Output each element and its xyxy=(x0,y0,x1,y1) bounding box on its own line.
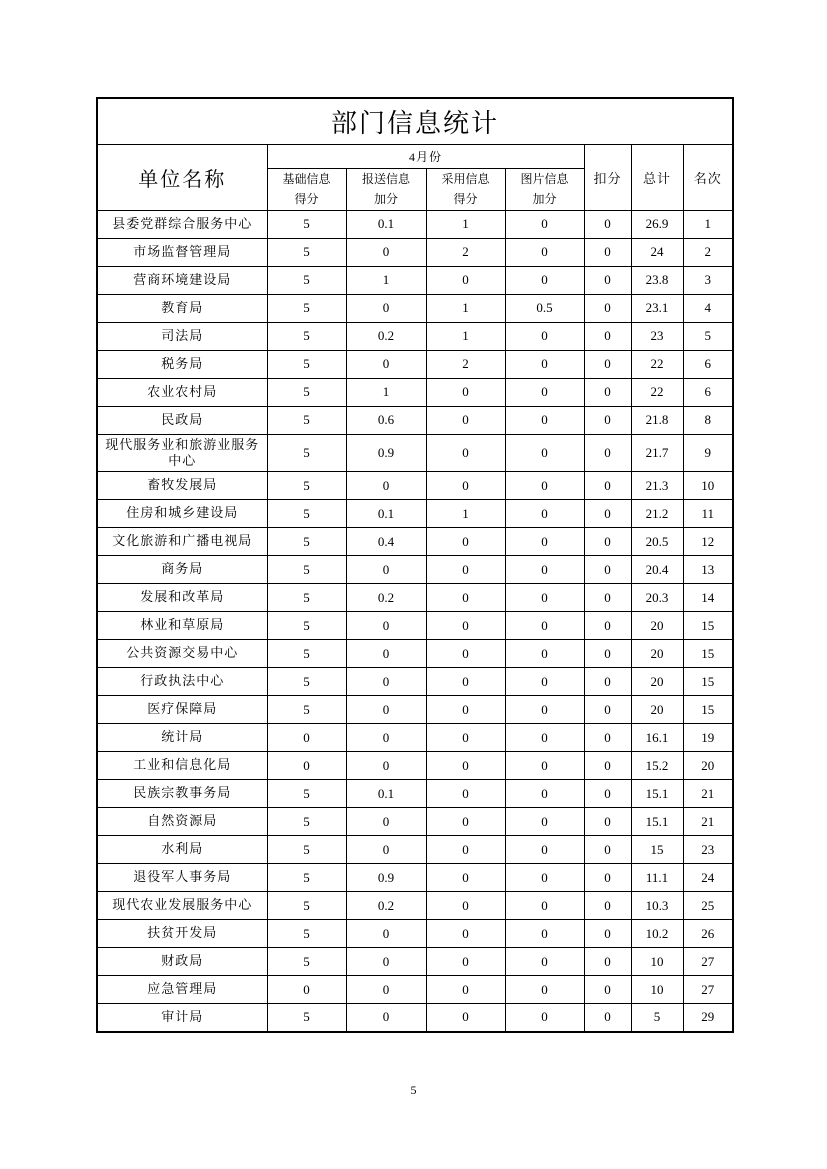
value-cell: 5 xyxy=(267,584,346,612)
table-row xyxy=(97,266,733,294)
table-row xyxy=(97,920,733,948)
value-cell: 0 xyxy=(426,556,505,584)
table-row xyxy=(97,238,733,266)
value-cell: 12 xyxy=(683,528,733,556)
value-cell: 5 xyxy=(267,808,346,836)
table-row xyxy=(97,948,733,976)
value-cell: 5 xyxy=(631,1004,683,1032)
value-cell: 19 xyxy=(683,724,733,752)
unit-name-cell: 市场监督管理局 xyxy=(97,238,267,266)
value-cell: 0 xyxy=(346,640,426,668)
value-cell: 0 xyxy=(584,238,631,266)
unit-name-cell: 水利局 xyxy=(97,836,267,864)
value-cell: 0 xyxy=(584,948,631,976)
value-cell: 22 xyxy=(631,350,683,378)
value-cell: 0 xyxy=(584,294,631,322)
total-header: 总计 xyxy=(631,144,683,210)
header-line: 得分 xyxy=(294,192,319,206)
value-cell: 0 xyxy=(505,696,584,724)
table-body xyxy=(97,210,733,1032)
value-cell: 1 xyxy=(426,322,505,350)
value-cell: 0 xyxy=(505,836,584,864)
unit-name-cell: 审计局 xyxy=(97,1004,267,1032)
value-cell: 0 xyxy=(584,892,631,920)
value-cell: 5 xyxy=(267,210,346,238)
title-row xyxy=(97,98,733,144)
unit-name-cell: 教育局 xyxy=(97,294,267,322)
value-cell: 14 xyxy=(683,584,733,612)
value-cell: 0 xyxy=(584,808,631,836)
value-cell: 0 xyxy=(346,724,426,752)
unit-name-cell: 公共资源交易中心 xyxy=(97,640,267,668)
table-row xyxy=(97,668,733,696)
value-cell: 5 xyxy=(267,406,346,434)
unit-name-cell: 民政局 xyxy=(97,406,267,434)
value-cell: 0 xyxy=(346,696,426,724)
value-cell: 21.2 xyxy=(631,500,683,528)
value-cell: 5 xyxy=(267,500,346,528)
value-cell: 0 xyxy=(346,976,426,1004)
value-cell: 0 xyxy=(426,266,505,294)
table-row xyxy=(97,808,733,836)
value-cell: 20.3 xyxy=(631,584,683,612)
value-cell: 0 xyxy=(505,948,584,976)
value-cell: 0 xyxy=(584,350,631,378)
unit-name-cell: 住房和城乡建设局 xyxy=(97,500,267,528)
value-cell: 0 xyxy=(584,864,631,892)
unit-name-cell: 统计局 xyxy=(97,724,267,752)
value-cell: 0 xyxy=(584,1004,631,1032)
value-cell: 0 xyxy=(584,210,631,238)
value-cell: 0 xyxy=(584,406,631,434)
unit-name-cell: 现代服务业和旅游业服务中心 xyxy=(97,434,267,472)
value-cell: 20 xyxy=(631,668,683,696)
value-cell: 0.9 xyxy=(346,434,426,472)
value-cell: 0.1 xyxy=(346,210,426,238)
value-cell: 0 xyxy=(584,612,631,640)
value-cell: 0 xyxy=(584,976,631,1004)
value-cell: 27 xyxy=(683,948,733,976)
value-cell: 10 xyxy=(631,948,683,976)
month-header: 4月份 xyxy=(267,144,584,168)
table-row xyxy=(97,780,733,808)
value-cell: 0 xyxy=(505,612,584,640)
header-line: 图片信息 xyxy=(520,171,569,186)
value-cell: 0.1 xyxy=(346,780,426,808)
value-cell: 23 xyxy=(683,836,733,864)
value-cell: 0.4 xyxy=(346,528,426,556)
adopted-info-score-header xyxy=(426,168,505,210)
value-cell: 5 xyxy=(267,892,346,920)
unit-name-cell: 应急管理局 xyxy=(97,976,267,1004)
value-cell: 20.4 xyxy=(631,556,683,584)
value-cell: 0 xyxy=(505,780,584,808)
value-cell: 23.1 xyxy=(631,294,683,322)
unit-name-cell: 发展和改革局 xyxy=(97,584,267,612)
value-cell: 0 xyxy=(426,836,505,864)
value-cell: 0 xyxy=(584,780,631,808)
value-cell: 0 xyxy=(426,780,505,808)
value-cell: 0 xyxy=(426,472,505,500)
unit-name-cell: 扶贫开发局 xyxy=(97,920,267,948)
value-cell: 0 xyxy=(584,266,631,294)
value-cell: 0 xyxy=(426,948,505,976)
header-row-top xyxy=(97,144,733,168)
value-cell: 15 xyxy=(683,640,733,668)
submitted-info-bonus-header xyxy=(346,168,426,210)
value-cell: 0 xyxy=(426,640,505,668)
value-cell: 0 xyxy=(584,322,631,350)
value-cell: 21 xyxy=(683,808,733,836)
value-cell: 20 xyxy=(631,696,683,724)
value-cell: 0 xyxy=(267,976,346,1004)
unit-name-cell: 畜牧发展局 xyxy=(97,472,267,500)
table-row xyxy=(97,752,733,780)
value-cell: 3 xyxy=(683,266,733,294)
value-cell: 5 xyxy=(267,780,346,808)
value-cell: 0 xyxy=(584,500,631,528)
value-cell: 0 xyxy=(505,668,584,696)
value-cell: 0.2 xyxy=(346,584,426,612)
value-cell: 10.3 xyxy=(631,892,683,920)
value-cell: 0 xyxy=(505,434,584,472)
value-cell: 1 xyxy=(426,210,505,238)
value-cell: 5 xyxy=(267,612,346,640)
value-cell: 0 xyxy=(584,584,631,612)
value-cell: 0 xyxy=(505,976,584,1004)
value-cell: 0.9 xyxy=(346,864,426,892)
value-cell: 5 xyxy=(267,948,346,976)
value-cell: 15.2 xyxy=(631,752,683,780)
value-cell: 0 xyxy=(346,836,426,864)
value-cell: 15.1 xyxy=(631,780,683,808)
value-cell: 0 xyxy=(505,528,584,556)
department-stats-table xyxy=(96,97,734,1033)
value-cell: 5 xyxy=(267,836,346,864)
value-cell: 0 xyxy=(584,528,631,556)
value-cell: 0 xyxy=(426,752,505,780)
base-info-score-header xyxy=(267,168,346,210)
value-cell: 11 xyxy=(683,500,733,528)
value-cell: 26 xyxy=(683,920,733,948)
value-cell: 0 xyxy=(346,808,426,836)
value-cell: 21.7 xyxy=(631,434,683,472)
value-cell: 21.3 xyxy=(631,472,683,500)
value-cell: 20 xyxy=(631,640,683,668)
unit-name-header: 单位名称 xyxy=(97,144,267,210)
value-cell: 8 xyxy=(683,406,733,434)
value-cell: 2 xyxy=(426,350,505,378)
table-row xyxy=(97,640,733,668)
table-row xyxy=(97,976,733,1004)
value-cell: 27 xyxy=(683,976,733,1004)
table-row xyxy=(97,892,733,920)
value-cell: 1 xyxy=(426,294,505,322)
value-cell: 5 xyxy=(267,266,346,294)
value-cell: 5 xyxy=(267,696,346,724)
value-cell: 0 xyxy=(505,640,584,668)
value-cell: 0 xyxy=(505,864,584,892)
value-cell: 1 xyxy=(346,266,426,294)
value-cell: 0.6 xyxy=(346,406,426,434)
value-cell: 4 xyxy=(683,294,733,322)
value-cell: 15 xyxy=(683,668,733,696)
value-cell: 0 xyxy=(505,892,584,920)
value-cell: 0 xyxy=(346,920,426,948)
value-cell: 0 xyxy=(505,266,584,294)
value-cell: 0 xyxy=(584,696,631,724)
value-cell: 5 xyxy=(267,528,346,556)
value-cell: 0 xyxy=(426,434,505,472)
unit-name-cell: 农业农村局 xyxy=(97,378,267,406)
value-cell: 24 xyxy=(631,238,683,266)
table-row xyxy=(97,378,733,406)
value-cell: 0 xyxy=(426,724,505,752)
value-cell: 2 xyxy=(426,238,505,266)
table-row xyxy=(97,528,733,556)
unit-name-cell: 财政局 xyxy=(97,948,267,976)
value-cell: 16.1 xyxy=(631,724,683,752)
value-cell: 20 xyxy=(631,612,683,640)
value-cell: 0 xyxy=(426,584,505,612)
value-cell: 0 xyxy=(505,322,584,350)
unit-name-cell: 营商环境建设局 xyxy=(97,266,267,294)
value-cell: 0 xyxy=(267,752,346,780)
value-cell: 1 xyxy=(426,500,505,528)
value-cell: 0 xyxy=(505,238,584,266)
value-cell: 10 xyxy=(683,472,733,500)
value-cell: 13 xyxy=(683,556,733,584)
value-cell: 0.2 xyxy=(346,892,426,920)
value-cell: 0 xyxy=(346,294,426,322)
table-row xyxy=(97,696,733,724)
value-cell: 5 xyxy=(267,668,346,696)
value-cell: 0 xyxy=(505,556,584,584)
value-cell: 15 xyxy=(683,612,733,640)
value-cell: 23 xyxy=(631,322,683,350)
value-cell: 0 xyxy=(267,724,346,752)
value-cell: 0 xyxy=(426,612,505,640)
table-row xyxy=(97,836,733,864)
rank-header: 名次 xyxy=(683,144,733,210)
table-row xyxy=(97,556,733,584)
unit-name-cell: 自然资源局 xyxy=(97,808,267,836)
table-row xyxy=(97,406,733,434)
value-cell: 15 xyxy=(631,836,683,864)
value-cell: 29 xyxy=(683,1004,733,1032)
unit-name-cell: 现代农业发展服务中心 xyxy=(97,892,267,920)
unit-name-cell: 税务局 xyxy=(97,350,267,378)
value-cell: 5 xyxy=(683,322,733,350)
unit-name-cell: 商务局 xyxy=(97,556,267,584)
value-cell: 0 xyxy=(426,976,505,1004)
header-line: 报送信息 xyxy=(361,171,410,186)
value-cell: 21.8 xyxy=(631,406,683,434)
value-cell: 21 xyxy=(683,780,733,808)
value-cell: 0.1 xyxy=(346,500,426,528)
value-cell: 5 xyxy=(267,1004,346,1032)
page-number: 5 xyxy=(410,1083,417,1097)
value-cell: 0 xyxy=(584,640,631,668)
value-cell: 0 xyxy=(505,752,584,780)
value-cell: 5 xyxy=(267,472,346,500)
value-cell: 0 xyxy=(426,378,505,406)
value-cell: 26.9 xyxy=(631,210,683,238)
table-row xyxy=(97,472,733,500)
value-cell: 24 xyxy=(683,864,733,892)
value-cell: 0 xyxy=(426,528,505,556)
table-title: 部门信息统计 xyxy=(97,98,733,144)
header-line: 得分 xyxy=(453,192,478,206)
value-cell: 0 xyxy=(584,920,631,948)
value-cell: 5 xyxy=(267,434,346,472)
value-cell: 0 xyxy=(505,1004,584,1032)
value-cell: 9 xyxy=(683,434,733,472)
value-cell: 0 xyxy=(505,584,584,612)
value-cell: 0 xyxy=(505,378,584,406)
value-cell: 15 xyxy=(683,696,733,724)
value-cell: 0 xyxy=(584,752,631,780)
value-cell: 5 xyxy=(267,920,346,948)
value-cell: 0 xyxy=(346,612,426,640)
value-cell: 0 xyxy=(426,920,505,948)
table-row xyxy=(97,724,733,752)
value-cell: 5 xyxy=(267,350,346,378)
table-row xyxy=(97,350,733,378)
table-row xyxy=(97,500,733,528)
value-cell: 5 xyxy=(267,864,346,892)
value-cell: 25 xyxy=(683,892,733,920)
value-cell: 0 xyxy=(426,892,505,920)
value-cell: 10.2 xyxy=(631,920,683,948)
unit-name-cell: 司法局 xyxy=(97,322,267,350)
value-cell: 0 xyxy=(505,808,584,836)
value-cell: 0 xyxy=(426,808,505,836)
table-row xyxy=(97,864,733,892)
value-cell: 0 xyxy=(584,556,631,584)
value-cell: 0 xyxy=(584,668,631,696)
value-cell: 1 xyxy=(683,210,733,238)
header-line: 基础信息 xyxy=(282,171,331,186)
value-cell: 0 xyxy=(505,406,584,434)
value-cell: 6 xyxy=(683,350,733,378)
value-cell: 0 xyxy=(426,864,505,892)
value-cell: 22 xyxy=(631,378,683,406)
value-cell: 10 xyxy=(631,976,683,1004)
value-cell: 0 xyxy=(426,1004,505,1032)
value-cell: 0 xyxy=(505,210,584,238)
table-row xyxy=(97,210,733,238)
value-cell: 0 xyxy=(426,406,505,434)
value-cell: 0.5 xyxy=(505,294,584,322)
value-cell: 0 xyxy=(346,556,426,584)
value-cell: 0 xyxy=(584,472,631,500)
value-cell: 0 xyxy=(505,500,584,528)
value-cell: 5 xyxy=(267,294,346,322)
picture-info-bonus-header xyxy=(505,168,584,210)
value-cell: 0 xyxy=(346,948,426,976)
table-row xyxy=(97,322,733,350)
value-cell: 0 xyxy=(584,836,631,864)
unit-name-cell: 行政执法中心 xyxy=(97,668,267,696)
value-cell: 5 xyxy=(267,322,346,350)
value-cell: 0 xyxy=(505,350,584,378)
value-cell: 11.1 xyxy=(631,864,683,892)
value-cell: 0 xyxy=(426,696,505,724)
table-row xyxy=(97,434,733,472)
value-cell: 20 xyxy=(683,752,733,780)
unit-name-cell: 文化旅游和广播电视局 xyxy=(97,528,267,556)
value-cell: 0 xyxy=(346,238,426,266)
value-cell: 15.1 xyxy=(631,808,683,836)
value-cell: 23.8 xyxy=(631,266,683,294)
unit-name-cell: 县委党群综合服务中心 xyxy=(97,210,267,238)
header-line: 加分 xyxy=(373,192,398,206)
value-cell: 5 xyxy=(267,378,346,406)
value-cell: 0 xyxy=(346,350,426,378)
value-cell: 0 xyxy=(426,668,505,696)
table-row xyxy=(97,612,733,640)
value-cell: 0 xyxy=(505,724,584,752)
unit-name-cell: 医疗保障局 xyxy=(97,696,267,724)
value-cell: 0 xyxy=(346,1004,426,1032)
table-row xyxy=(97,1004,733,1032)
value-cell: 0 xyxy=(584,378,631,406)
value-cell: 1 xyxy=(346,378,426,406)
value-cell: 20.5 xyxy=(631,528,683,556)
value-cell: 0 xyxy=(505,472,584,500)
value-cell: 0 xyxy=(584,724,631,752)
deduction-header: 扣分 xyxy=(584,144,631,210)
value-cell: 5 xyxy=(267,238,346,266)
value-cell: 6 xyxy=(683,378,733,406)
table-row xyxy=(97,294,733,322)
value-cell: 0 xyxy=(584,434,631,472)
value-cell: 0 xyxy=(505,920,584,948)
value-cell: 5 xyxy=(267,556,346,584)
header-line: 采用信息 xyxy=(441,171,490,186)
header-line: 加分 xyxy=(532,192,557,206)
value-cell: 0.2 xyxy=(346,322,426,350)
unit-name-cell: 民族宗教事务局 xyxy=(97,780,267,808)
table-row xyxy=(97,584,733,612)
value-cell: 5 xyxy=(267,640,346,668)
value-cell: 0 xyxy=(346,668,426,696)
value-cell: 2 xyxy=(683,238,733,266)
value-cell: 0 xyxy=(346,472,426,500)
unit-name-cell: 林业和草原局 xyxy=(97,612,267,640)
unit-name-cell: 退役军人事务局 xyxy=(97,864,267,892)
unit-name-cell: 工业和信息化局 xyxy=(97,752,267,780)
value-cell: 0 xyxy=(346,752,426,780)
